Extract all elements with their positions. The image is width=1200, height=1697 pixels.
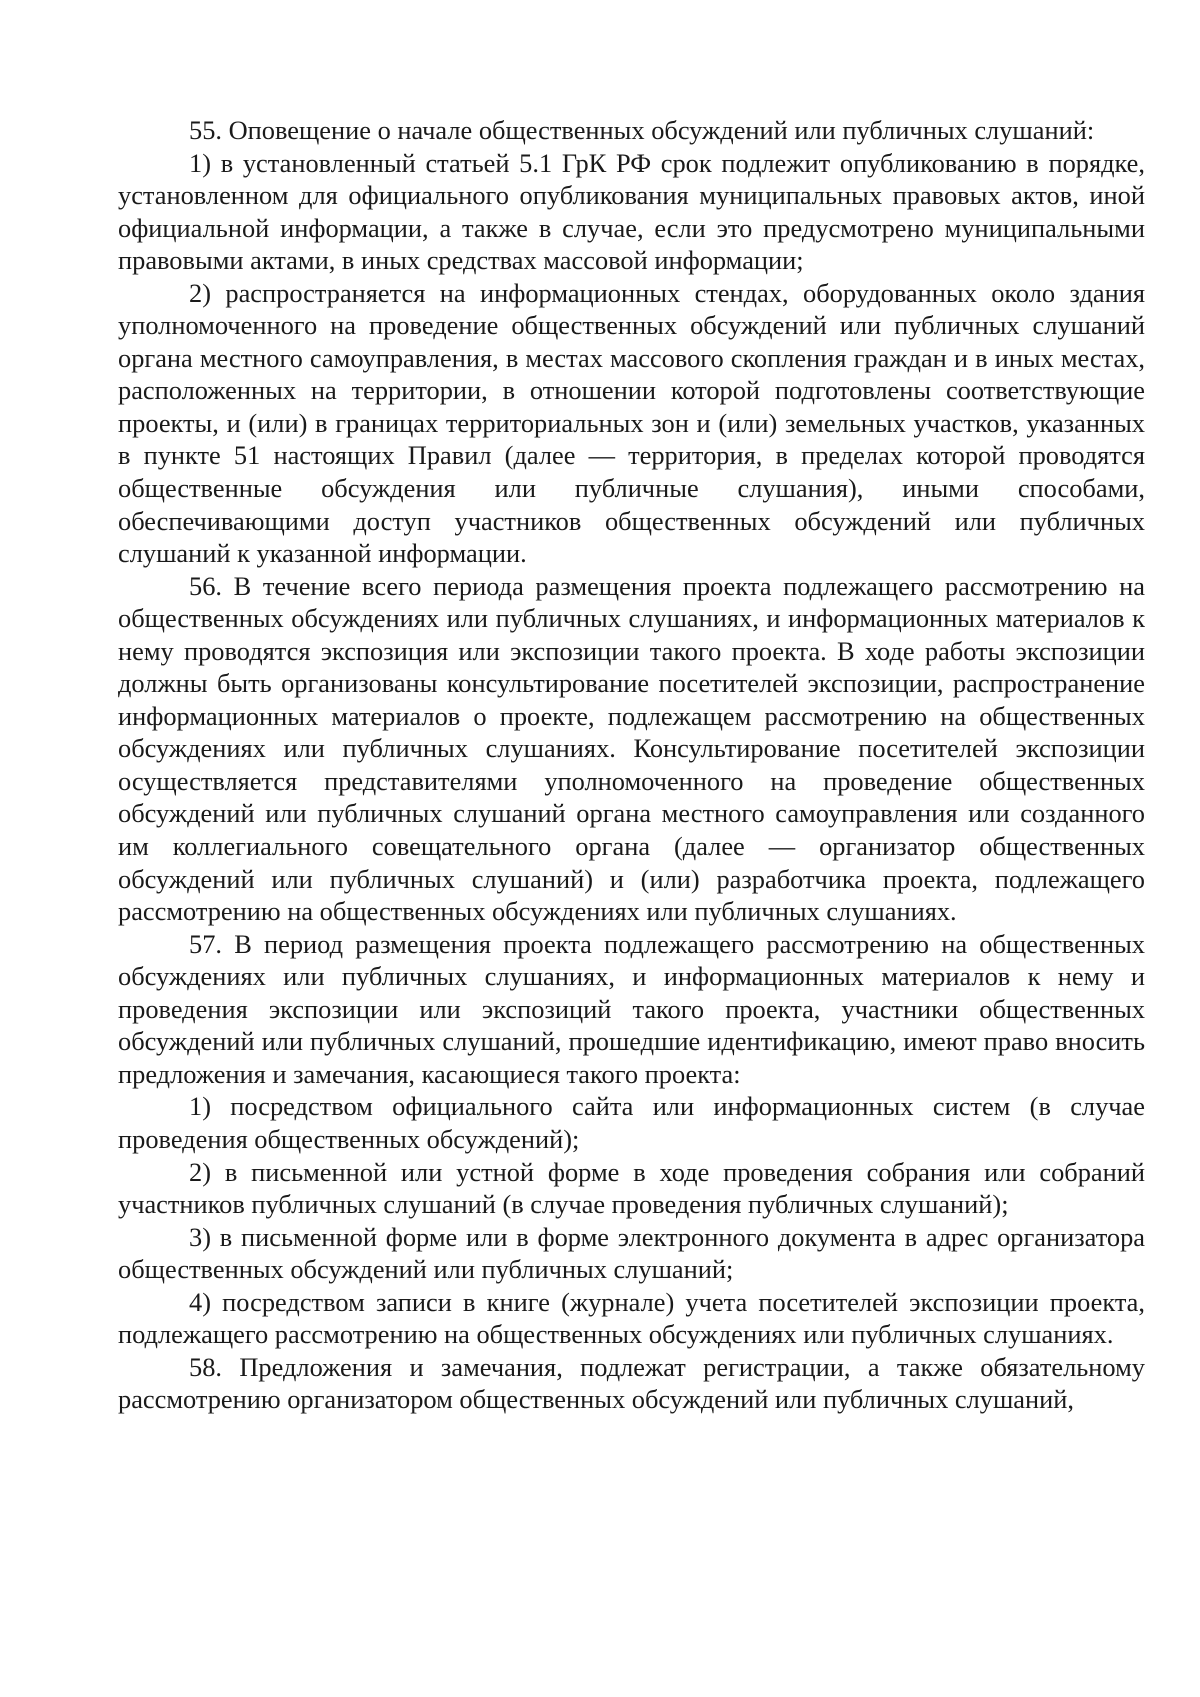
paragraph-58: 58. Предложения и замечания, подлежат регистрации, а также обязательному рассмотрению организатором общественных обсуждений или публичных слушаний,	[118, 1351, 1145, 1415]
paragraph-56: 56. В течение всего периода размещения проекта подлежащего рассмотрению на общественных обсуждениях или публичных слушаниях, и информационных материалов к нему проводятся экспозиция или экспозиции такого проекта. В ходе работы экспозиции должны быть организованы консультирование посетителей экспозиции, распространение информационных материалов о проекте, подлежащем рассмотрению на общественных обсуждениях или публичных слушаниях. Консультирование посетителей экспозиции осуществляется представителями уполномоченного на проведение общественных обсуждений или публичных слушаний органа местного самоуправления или созданного им коллегиального совещательного органа (далее — организатор общественных обсуждений или публичных слушаний) и (или) разработчика проекта, подлежащего рассмотрению на общественных обсуждениях или публичных слушаниях.	[118, 570, 1145, 927]
paragraph-57-heading: 57. В период размещения проекта подлежащего рассмотрению на общественных обсуждениях или публичных слушаниях, и информационных материалов к нему и проведения экспозиции или экспозиций такого проекта, участники общественных обсуждений или публичных слушаний, прошедшие идентификацию, имеют право вносить предложения и замечания, касающиеся такого проекта:	[118, 928, 1145, 1089]
paragraph-57-item-4: 4) посредством записи в книге (журнале) учета посетителей экспозиции проекта, подлежащего рассмотрению на общественных обсуждениях или публичных слушаниях.	[118, 1286, 1145, 1350]
paragraph-55-item-1: 1) в установленный статьей 5.1 ГрК РФ срок подлежит опубликованию в порядке, установленном для официального опубликования муниципальных правовых актов, иной официальной информации, а также в случае, если это предусмотрено муниципальными правовыми актами, в иных средствах массовой информации;	[118, 147, 1145, 276]
paragraph-55-heading: 55. Оповещение о начале общественных обсуждений или публичных слушаний:	[189, 115, 1095, 145]
document-body	[118, 114, 1145, 1416]
paragraph-57-item-1: 1) посредством официального сайта или информационных систем (в случае проведения общественных обсуждений);	[118, 1091, 1145, 1154]
paragraph-57-item-3: 3) в письменной форме или в форме электронного документа в адрес организатора общественных обсуждений или публичных слушаний;	[118, 1221, 1145, 1285]
paragraph-57-item-2: 2) в письменной или устной форме в ходе проведения собрания или собраний участников публичных слушаний (в случае проведения публичных слушаний);	[118, 1156, 1145, 1220]
paragraph-55-item-2: 2) распространяется на информационных стендах, оборудованных около здания уполномоченного на проведение общественных обсуждений или публичных слушаний органа местного самоуправления, в местах массового скопления граждан и в иных местах, расположенных на территории, в отношении которой подготовлены соответствующие проекты, и (или) в границах территориальных зон и (или) земельных участков, указанных в пункте 51 настоящих Правил (далее — территория, в пределах которой проводятся общественные обсуждения или публичные слушания), иными способами, обеспечивающими доступ участников общественных обсуждений или публичных слушаний к указанной информации.	[118, 277, 1145, 569]
